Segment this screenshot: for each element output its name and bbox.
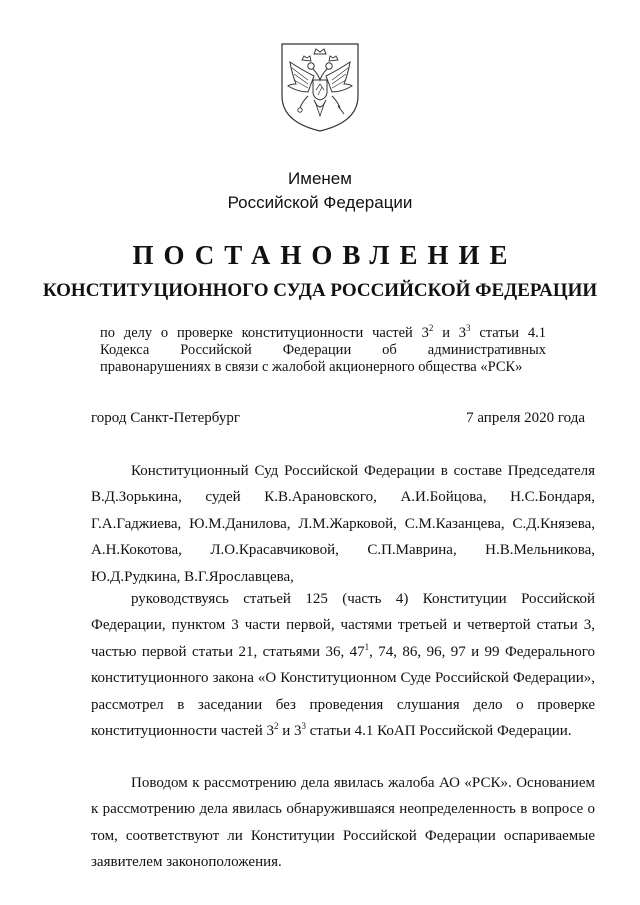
paragraph-text-part: руководствуясь статьей 125 (часть 4) Конституции Российской Федерации, пунктом 3 части первой, частями третьей и четвертой статьи 3, частью первой статьи 21, статьями 36, 47 xyxy=(91,591,595,660)
paragraph-court-composition xyxy=(91,458,595,590)
case-subject-text-c: статьи 4.1 Кодекса Российской Федерации об административных правонарушениях в связи с жалобой акционерного общества «РСК» xyxy=(100,325,546,375)
case-subject-text-a: по делу о проверке конституционности частей 3 xyxy=(100,325,429,341)
in-the-name-of-line-2: Российской Федерации xyxy=(227,193,413,212)
case-subject-sup-a: 2 xyxy=(428,323,434,333)
superscript: 1 xyxy=(364,641,370,652)
paragraph-text-part: статьи 4.1 КоАП Российской Федерации. xyxy=(306,723,572,740)
russian-coat-of-arms-icon xyxy=(278,40,362,134)
paragraph-text-part: , 74, 86, 96, 97 и 99 Федерального конституционного закона «О Конституционном Суде Российской Федерации», рассмотрел в заседании без проведения слушания дело о проверке конституционности частей 3 xyxy=(91,643,595,740)
date-of-decision: 7 апреля 2020 года xyxy=(466,410,585,426)
document-type-title: ПОСТАНОВЛЕНИЕ xyxy=(132,240,518,270)
court-name-title: КОНСТИТУЦИОННОГО СУДА РОССИЙСКОЙ ФЕДЕРАЦИИ xyxy=(42,280,598,301)
paragraph-text-part: и 3 xyxy=(278,723,302,740)
paragraph-grounds xyxy=(91,770,595,876)
in-the-name-of-line-1: Именем xyxy=(288,169,352,188)
paragraph-text: Поводом к рассмотрению дела явилась жалоба АО «РСК». Основанием к рассмотрению дела явилась обнаружившаяся неопределенность в вопросе о том, соответствуют ли Конституции Российской Федерации оспариваемые заявителем законоположения. xyxy=(91,775,595,871)
superscript: 3 xyxy=(301,721,307,732)
paragraph-text: Конституционный Суд Российской Федерации в составе Председателя В.Д.Зорькина, судей К.В.Арановского, А.И.Бойцова, Н.С.Бондаря, Г.А.Гаджиева, Ю.М.Данилова, Л.М.Жарковой, С.М.Казанцева, С.Д.Князева, А.Н.Кокотова, Л.О.Красавчиковой, С.П.Маврина, Н.В.Мельникова, Ю.Д.Рудкина, В.Г.Ярославцева, xyxy=(91,463,595,585)
paragraph-legal-basis xyxy=(91,586,595,744)
case-subject-sup-b: 3 xyxy=(466,323,471,333)
superscript: 2 xyxy=(273,721,279,732)
place-of-decision: город Санкт-Петербург xyxy=(91,410,240,426)
case-subject xyxy=(100,325,546,376)
case-subject-text-b: и 3 xyxy=(433,325,467,341)
paragraph-text xyxy=(91,586,595,744)
